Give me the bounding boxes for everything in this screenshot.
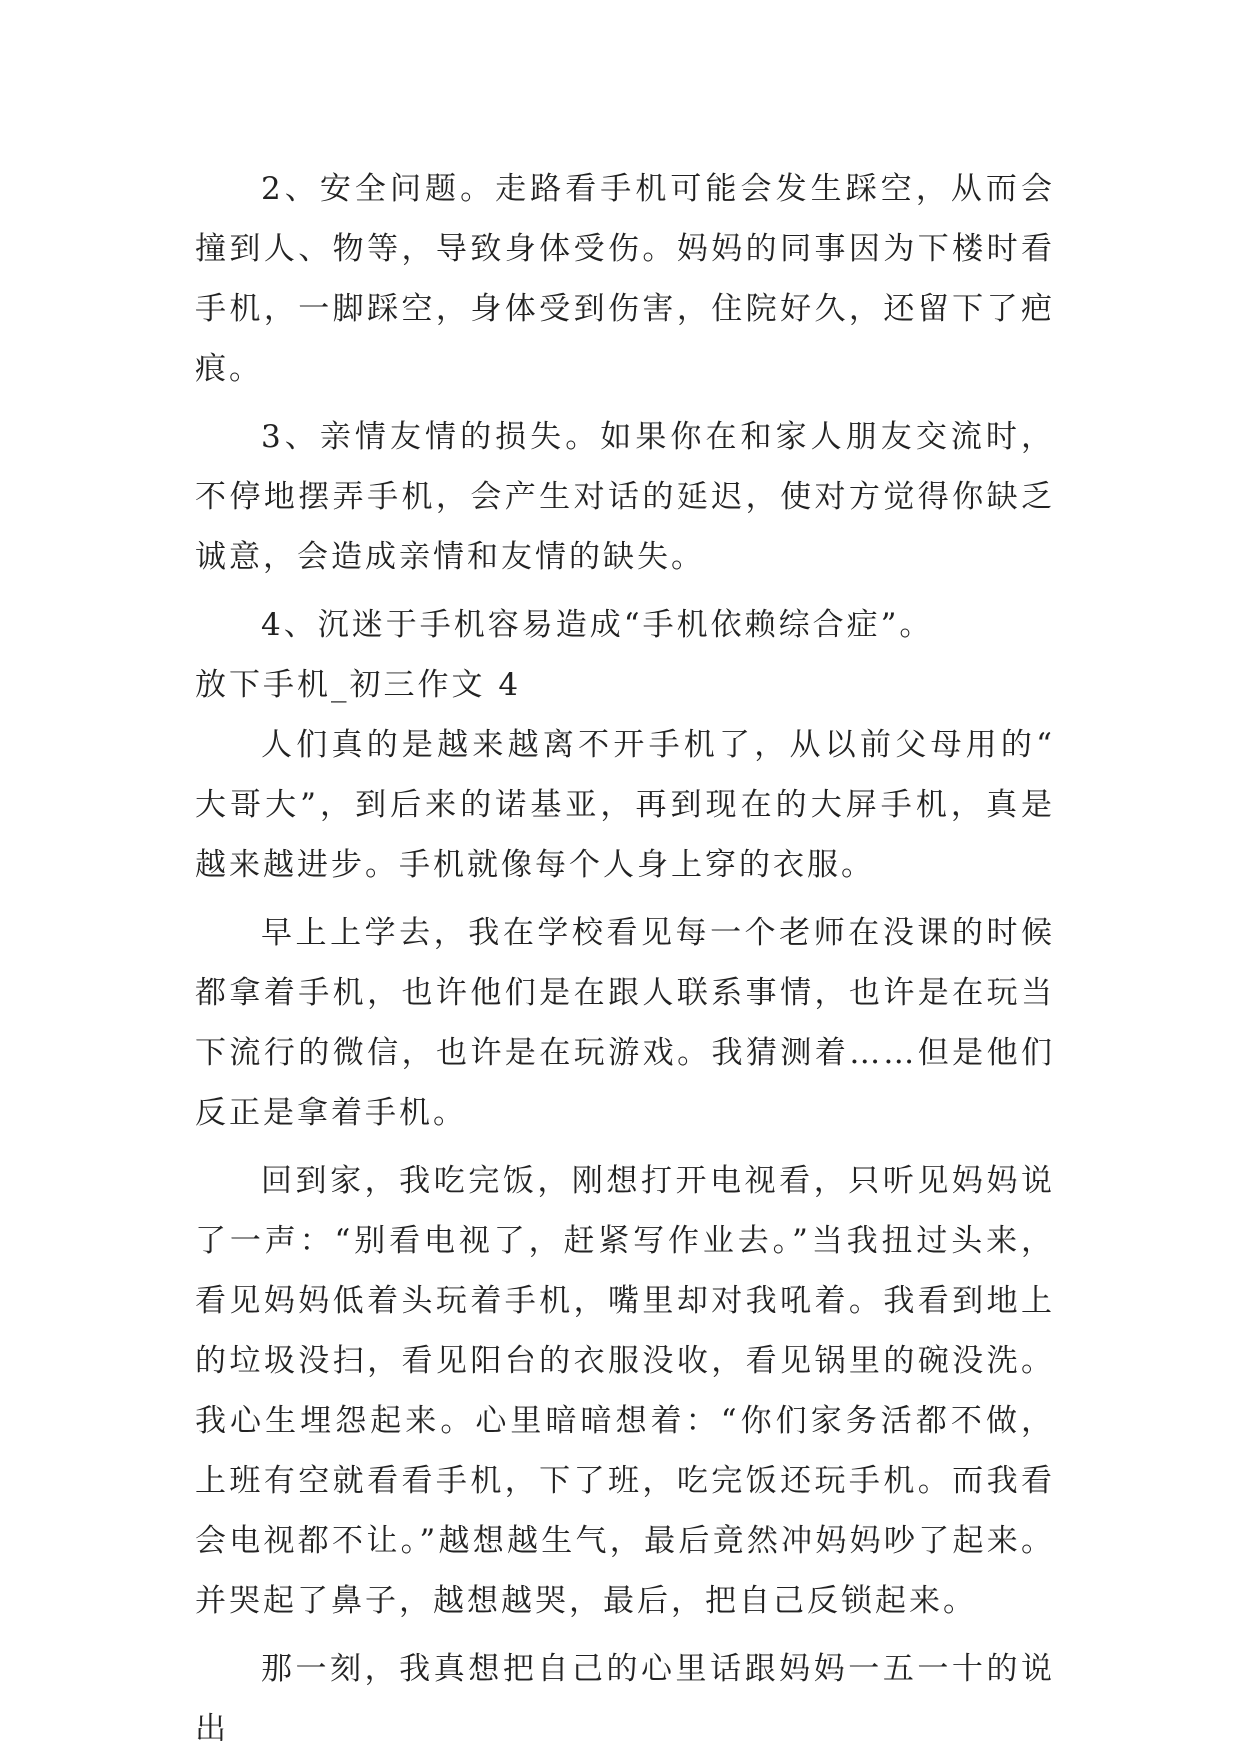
paragraph-school: 早上上学去，我在学校看见每一个老师在没课的时候都拿着手机，也许他们是在跟人联系事情，也许是在玩当下流行的微信，也许是在玩游戏。我猜测着……但是他们反正是拿着手机。 bbox=[195, 915, 1055, 1131]
paragraph-home: 回到家，我吃完饭，刚想打开电视看，只听见妈妈说了一声：“别看电视了，赶紧写作业去。”当我扭过头来，看见妈妈低着头玩着手机，嘴里却对我吼着。我看到地上的垃圾没扫，看见阳台的衣服没收，看见锅里的碗没洗。我心生埋怨起来。心里暗暗想着：“你们家务活都不做，上班有空就看看手机，下了班，吃完饭还玩手机。而我看会电视都不让。”越想越生气，最后竟然冲妈妈吵了起来。并哭起了鼻子，越想越哭，最后，把自己反锁起来。 bbox=[195, 1163, 1055, 1619]
essay-title: 放下手机_初三作文 4 bbox=[195, 667, 522, 703]
paragraph-family-friendship: 3、亲情友情的损失。如果你在和家人朋友交流时，不停地摆弄手机，会产生对话的延迟，使对方觉得你缺乏诚意，会造成亲情和友情的缺失。 bbox=[195, 419, 1055, 575]
paragraph-moment: 那一刻，我真想把自己的心里话跟妈妈一五一十的说出 bbox=[195, 1651, 1055, 1747]
paragraph-addiction: 4、沉迷于手机容易造成“手机依赖综合症”。 bbox=[261, 607, 934, 643]
paragraph-safety: 2、安全问题。走路看手机可能会发生踩空，从而会撞到人、物等，导致身体受伤。妈妈的同事因为下楼时看手机，一脚踩空，身体受到伤害，住院好久，还留下了疤痕。 bbox=[195, 171, 1055, 387]
document-body bbox=[195, 159, 1055, 1759]
paragraph-intro: 人们真的是越来越离不开手机了，从以前父母用的“大哥大”，到后来的诺基亚，再到现在的大屏手机，真是越来越进步。手机就像每个人身上穿的衣服。 bbox=[195, 727, 1055, 883]
